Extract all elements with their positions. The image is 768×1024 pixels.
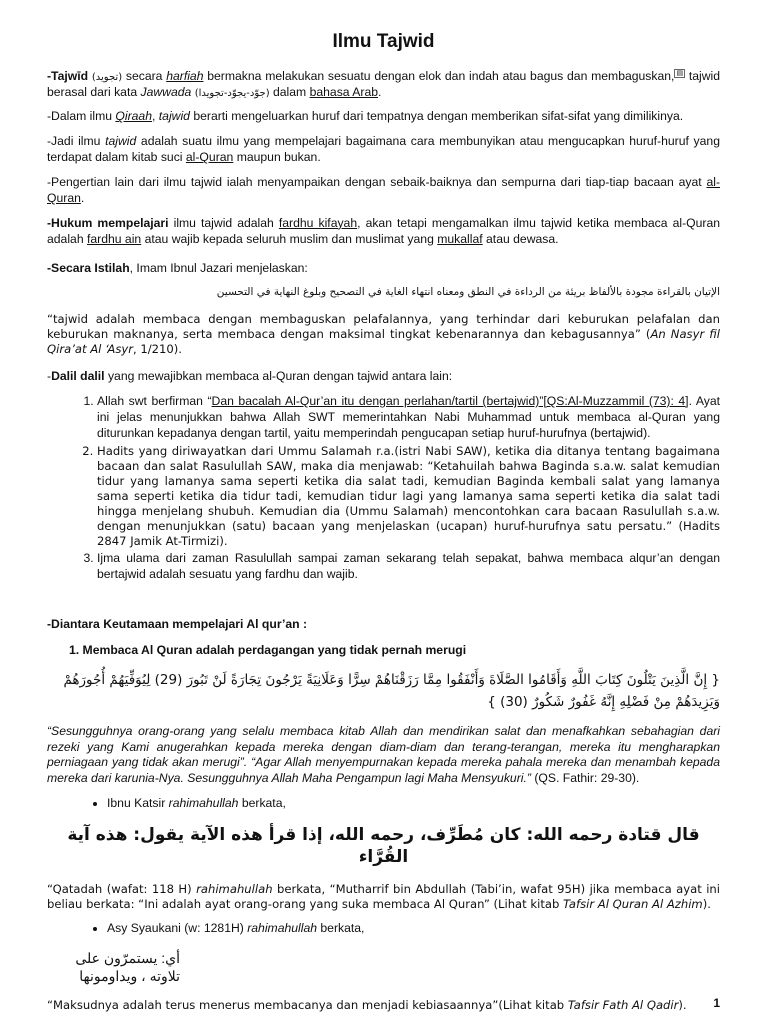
fardhu-ain-link[interactable]: fardhu ain	[86, 231, 142, 246]
term-tajwid: -Tajwīd	[47, 68, 89, 83]
arabic-verse: { إِنَّ الَّذِينَ يَتْلُونَ كِتَابَ اللَّهِ وَأَقَامُوا الصَّلَاةَ وَأَنْفَقُوا مِمَّا رَزَقْنَاهُمْ سِرًّا وَعَلَانِيَةً يَرْجُونَ تِجَارَةً لَنْ تَبُورَ (29) لِيُوَفِّيَهُمْ أُجُورَهُمْ وَيَزِيدَهُمْ مِنْ فَضْلِهِ إِنَّهُ غَفُورٌ شَكُورٌ (30) }	[63, 672, 720, 711]
qiraah-link[interactable]: Qiraah	[115, 109, 152, 124]
dalil-paragraph: -Dalil dalil yang mewajibkan membaca al-Quran dengan tajwid antara lain:	[47, 369, 453, 384]
dalil-list	[47, 394, 720, 583]
harfiah-link[interactable]: harfiah	[166, 68, 204, 83]
alquran-link[interactable]: al-Quran	[185, 150, 234, 165]
page-number: 1	[713, 996, 720, 1011]
keutamaan-heading: -Diantara Keutamaan mempelajari Al qur’an :	[47, 616, 308, 631]
pengertian-paragraph: -Pengertian lain dari ilmu tajwid ialah menyampaikan dengan sebaik-baiknya dan sempurna dari tiap-tiap bacaan ayat al-Quran.	[47, 175, 720, 205]
list-item: 3. Ijma ulama dari zaman Rasulullah sampai zaman sekarang telah sepakat, bahwa membaca alqur’an dengan bertajwid adalah sesuatu yang fardhu dan wajib.	[97, 551, 720, 583]
list-item: • Ibnu Katsir rahimahullah berkata,	[107, 796, 720, 812]
list-item: • Asy Syaukani (w: 1281H) rahimahullah berkata,	[107, 921, 720, 937]
page-title: Ilmu Tajwid	[332, 31, 435, 52]
dalam-ilmu-paragraph: -Dalam ilmu Qiraah, tajwid berarti mengeluarkan huruf dari tempatnya dengan memberikan sifat-sifat yang dimilikinya.	[47, 109, 684, 124]
istilah-paragraph: -Secara Istilah, Imam Ibnul Jazari menjelaskan:	[47, 261, 308, 276]
muzzammil-link[interactable]: Dan bacalah Al-Qur’an itu dengan perlahan/tartil (bertajwid)”[QS:Al-Muzzammil (73): 4]	[211, 394, 689, 409]
jadi-ilmu-paragraph: -Jadi ilmu tajwid adalah suatu ilmu yang mempelajari bagaimana cara membunyikan atau mengucapkan huruf-huruf yang terdapat dalam kitab suci al-Quran maupun bukan.	[47, 134, 720, 165]
keutamaan-item-1: 1. Membaca Al Quran adalah perdagangan yang tidak pernah merugi	[69, 642, 467, 657]
alquran-link-2[interactable]: al-Quran	[47, 175, 720, 205]
fardhu-kifayah-link[interactable]: fardhu kifayah	[278, 215, 358, 230]
intro-paragraph: -Tajwīd (تجويد) secara harfiah bermakna melakukan sesuatu dengan elok dan indah atau bagus dan membaguskan, ▤ tajwid berasal dari kata Jawwada (جوّد-يجوّد-تجويدا) dalam bahasa Arab.	[47, 68, 720, 99]
bullet-ibnu-katsir	[47, 796, 720, 812]
bahasa-arab-link[interactable]: bahasa Arab	[309, 84, 379, 99]
arabic-qatadah: قال قتادة رحمه الله: كان مُطَرِّف، رحمه الله، إذا قرأ هذه الآية يقول: هذه آية القُرَّاء	[67, 824, 700, 868]
qatadah-paragraph: “Qatadah (wafat: 118 H) rahimahullah berkata, “Mutharrif bin Abdullah (Tabi’in, wafat 95H) jika membaca ayat ini beliau berkata: “Ini adalah ayat orang-orang yang suka membaca Al Quran” (Lihat kitab Tafsir Al Quran Al Azhim).	[47, 882, 720, 912]
arabic-syaukani: أي: يستمرّون على تلاوته ، ويداومونها	[75, 950, 180, 985]
verse-translation: “Sesungguhnya orang-orang yang selalu membaca kitab Allah dan mendirikan salat dan menafkahkan sebahagian dari rezeki yang Kami anugerahkan kepada mereka dengan diam-diam dan terang-terangan, mereka itu mengharapkan perniagaan yang tidak akan merugi”. “Agar Allah menyempurnakan kepada mereka pahala mereka dan menambah kepada mereka dari karunia-Nya. Sesungguhnya Allah Maha Pengampun lagi Maha Mensyukuri.” (QS. Fathir: 29-30).	[47, 723, 720, 786]
mukallaf-link[interactable]: mukallaf	[437, 231, 483, 246]
hukum-paragraph: -Hukum mempelajari ilmu tajwid adalah fardhu kifayah, akan tetapi mengamalkan ilmu tajwid ketika membaca al-Quran adalah fardhu ain atau wajib kepada seluruh muslim dan muslimat yang mukallaf atau dewasa.	[47, 215, 721, 246]
maksud-paragraph: “Maksudnya adalah terus menerus membacanya dan menjadi kebiasaannya”(Lihat kitab Tafsir Fath Al Qadir).	[47, 997, 687, 1012]
note-icon[interactable]: ▤	[676, 69, 684, 77]
arabic-definition: الإتيان بالقراءة مجودة بالألفاظ بريئة من الرداءة في النطق ومعناه انتهاء الغاية في التصحيح وبلوغ النهاية في التحسين	[216, 286, 720, 299]
bullet-asy-syaukani	[47, 921, 720, 937]
list-item: 1. Allah swt berfirman “Dan bacalah Al-Qur’an itu dengan perlahan/tartil (bertajwid)”[QS:Al-Muzzammil (73): 4]. Ayat ini jelas menunjukkan bahwa Allah SWT memerintahkan Nabi Muhammad untuk membaca al-Quran yang diturunkan kepadanya dengan tartil, yaitu memperindah pengucapan setiap huruf-hurufnya (bertajwid).	[97, 394, 720, 442]
definition-quote: “tajwid adalah membaca dengan membaguskan pelafalannya, yang terhindar dari keburukan pelafalan dan keburukan maknanya, serta membaca dengan maksimal tingkat kebenarannya dan kebagusannya” (An Nasyr fil Qira’at Al ‘Asyr, 1/210).	[47, 311, 720, 357]
list-item: 2. Hadits yang diriwayatkan dari Ummu Salamah r.a.(istri Nabi SAW), ketika dia ditanya tentang bagaimana bacaan dan salat Rasulullah SAW, maka dia menjawab: “Ketahuilah bahwa Baginda s.a.w. salat kemudian tidur yang lamanya sama seperti ketika dia salat tadi, kemudian Baginda kembali salat yang lamanya sama seperti ketika dia tidur tadi, kemudian tidur lagi yang lamanya sama seperti ketika dia salat tadi hingga menjelang shubuh. Kemudian dia (Ummu Salamah) mencontohkan cara bacaan Rasulullah s.a.w. dengan menunjukkan (satu) bacaan yang menjelaskan (ucapan) huruf-hurufnya satu persatu.” (Hadits 2847 Jamik At-Tirmizi).	[97, 444, 720, 549]
